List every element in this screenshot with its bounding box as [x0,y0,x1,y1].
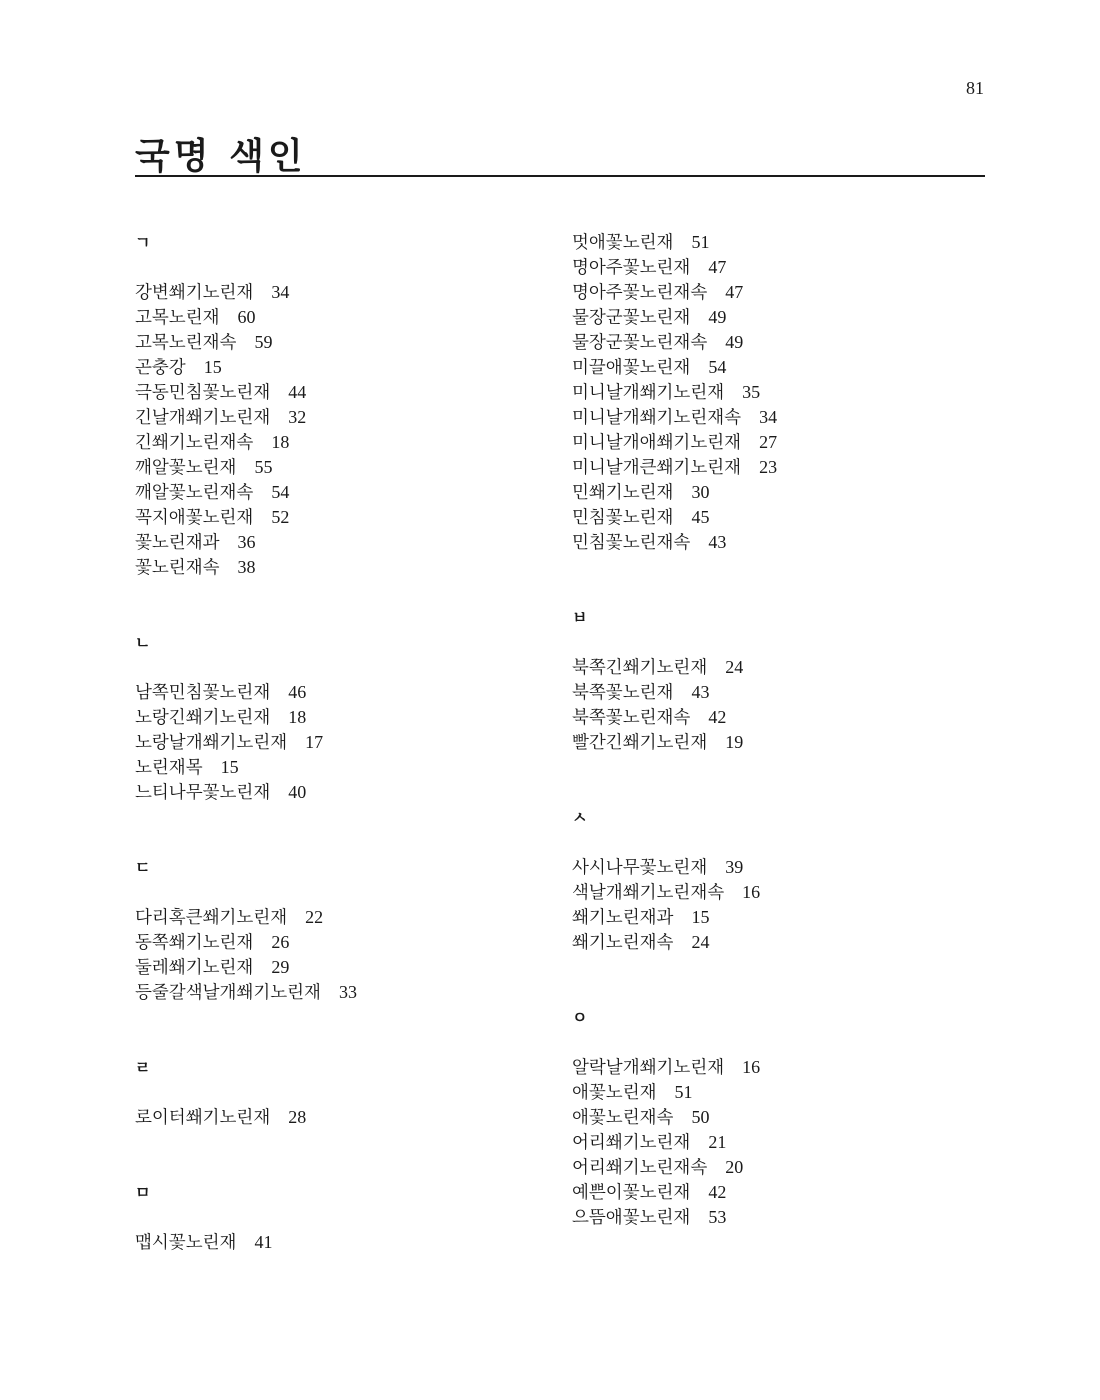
index-entry [572,1105,972,1130]
entry-name: 알락날개쐐기노린재 [572,1058,725,1078]
index-entry [135,730,535,755]
index-entry [135,505,535,530]
section-letter: ㄷ [135,858,151,877]
index-section [135,630,535,805]
index-entry [135,355,535,380]
entry-name: 노랑날개쐐기노린재 [135,733,288,753]
index-entry [572,355,972,380]
entry-page-number: 27 [759,432,778,452]
index-entry [572,930,972,955]
entry-name: 노린재목 [135,758,203,778]
entry-name: 민침꽃노린재 [572,508,674,528]
index-entry [572,480,972,505]
index-entry [572,280,972,305]
entry-name: 남쪽민침꽃노린재 [135,683,271,703]
entry-name: 색날개쐐기노린재속 [572,883,725,903]
index-entry [572,730,972,755]
title-divider [135,175,985,177]
entry-name: 쐐기노린재속 [572,933,674,953]
entry-page-number: 18 [288,707,307,727]
entry-name: 미니날개큰쐐기노린재 [572,458,742,478]
entry-name: 고목노린재속 [135,333,237,353]
index-entry [572,905,972,930]
index-entry [135,380,535,405]
entry-name: 깨알꽃노린재 [135,458,237,478]
index-entry [572,230,972,255]
entry-page-number: 28 [288,1107,307,1127]
index-section [135,1055,535,1130]
index-entry [135,1105,535,1130]
entry-name: 고목노린재 [135,308,220,328]
index-entry [135,280,535,305]
entry-page-number: 54 [271,482,290,502]
index-entry [135,930,535,955]
section-letter: ㅅ [572,808,588,827]
entry-name: 민침꽃노린재속 [572,533,691,553]
entry-name: 꽃노린재속 [135,558,220,578]
entry-name: 꼭지애꽃노린재 [135,508,254,528]
entry-name: 긴날개쐐기노린재 [135,408,271,428]
index-section [572,805,972,955]
entry-page-number: 53 [708,1207,727,1227]
entry-page-number: 22 [305,907,324,927]
entry-name: 깨알꽃노린재속 [135,483,254,503]
entry-page-number: 47 [725,282,744,302]
index-entry [135,755,535,780]
section-letter: ㄹ [135,1058,151,1077]
entry-page-number: 24 [725,657,744,677]
entry-page-number: 55 [254,457,273,477]
page-title: 국명 색인 [135,135,307,177]
entry-page-number: 43 [708,532,727,552]
entry-page-number: 20 [725,1157,744,1177]
index-entry [135,405,535,430]
entry-name: 미니날개쐐기노린재속 [572,408,742,428]
index-entry [572,1130,972,1155]
entry-name: 맵시꽃노린재 [135,1233,237,1253]
entry-name: 등줄갈색날개쐐기노린재 [135,983,321,1003]
entry-page-number: 26 [271,932,290,952]
index-entry [135,905,535,930]
index-section [135,230,535,580]
index-entry [572,680,972,705]
index-column-left [135,230,535,1255]
index-entry [135,780,535,805]
entry-page-number: 59 [254,332,273,352]
entry-name: 미니날개애쐐기노린재 [572,433,742,453]
index-entry [135,680,535,705]
index-entry [572,455,972,480]
entry-name: 북쪽꽃노린재 [572,683,674,703]
entry-page-number: 19 [725,732,744,752]
section-letter: ㅂ [572,608,588,627]
entry-page-number: 41 [254,1232,273,1252]
entry-page-number: 46 [288,682,307,702]
entry-page-number: 30 [691,482,710,502]
entry-name: 북쪽긴쐐기노린재 [572,658,708,678]
section-letter: ㅇ [572,1008,588,1027]
index-entry [135,455,535,480]
entry-page-number: 29 [271,957,290,977]
index-section [135,855,535,1005]
entry-name: 동쪽쐐기노린재 [135,933,254,953]
index-entry [572,330,972,355]
index-column-right [572,230,972,1230]
entry-page-number: 32 [288,407,307,427]
entry-name: 으뜸애꽃노린재 [572,1208,691,1228]
index-entry [572,380,972,405]
entry-name: 애꽃노린재 [572,1083,657,1103]
index-entry [572,305,972,330]
entry-name: 멋애꽃노린재 [572,233,674,253]
index-entry [572,855,972,880]
index-entry [135,430,535,455]
index-entry [572,1080,972,1105]
entry-name: 미니날개쐐기노린재 [572,383,725,403]
entry-name: 미끌애꽃노린재 [572,358,691,378]
entry-name: 느티나무꽃노린재 [135,783,271,803]
index-entry [572,1155,972,1180]
index-entry [135,705,535,730]
entry-page-number: 49 [725,332,744,352]
entry-name: 물장군꽃노린재속 [572,333,708,353]
entry-name: 민쐐기노린재 [572,483,674,503]
entry-page-number: 47 [708,257,727,277]
entry-name: 극동민침꽃노린재 [135,383,271,403]
entry-name: 둘레쐐기노린재 [135,958,254,978]
entry-page-number: 18 [271,432,290,452]
entry-name: 예쁜이꽃노린재 [572,1183,691,1203]
entry-page-number: 33 [338,982,357,1002]
index-entry [135,530,535,555]
entry-page-number: 51 [691,232,710,252]
entry-name: 어리쐐기노린재속 [572,1158,708,1178]
entry-page-number: 35 [742,382,761,402]
entry-name: 다리혹큰쐐기노린재 [135,908,288,928]
entry-page-number: 45 [691,507,710,527]
index-entry [572,255,972,280]
section-letter: ㅁ [135,1183,151,1202]
entry-page-number: 44 [288,382,307,402]
entry-name: 명아주꽃노린재속 [572,283,708,303]
entry-page-number: 15 [691,907,710,927]
entry-name: 노랑긴쐐기노린재 [135,708,271,728]
index-entry [572,430,972,455]
entry-name: 긴쐐기노린재속 [135,433,254,453]
entry-name: 빨간긴쐐기노린재 [572,733,708,753]
entry-page-number: 52 [271,507,290,527]
index-section [572,230,972,555]
entry-page-number: 16 [742,882,761,902]
entry-page-number: 42 [708,1182,727,1202]
entry-page-number: 16 [742,1057,761,1077]
index-entry [135,980,535,1005]
entry-page-number: 15 [220,757,239,777]
index-entry [572,655,972,680]
index-entry [572,880,972,905]
entry-name: 쐐기노린재과 [572,908,674,928]
entry-page-number: 50 [691,1107,710,1127]
entry-page-number: 38 [237,557,256,577]
entry-page-number: 39 [725,857,744,877]
index-entry [135,955,535,980]
entry-page-number: 51 [674,1082,693,1102]
entry-page-number: 60 [237,307,256,327]
page-number: 81 [966,78,984,98]
entry-page-number: 54 [708,357,727,377]
entry-page-number: 15 [203,357,222,377]
entry-page-number: 40 [288,782,307,802]
entry-name: 어리쐐기노린재 [572,1133,691,1153]
entry-name: 사시나무꽃노린재 [572,858,708,878]
entry-page-number: 17 [305,732,324,752]
index-entry [572,530,972,555]
index-entry [572,405,972,430]
entry-page-number: 21 [708,1132,727,1152]
entry-page-number: 49 [708,307,727,327]
entry-page-number: 43 [691,682,710,702]
index-section [572,605,972,755]
entry-page-number: 42 [708,707,727,727]
entry-name: 북쪽꽃노린재속 [572,708,691,728]
entry-name: 로이터쐐기노린재 [135,1108,271,1128]
index-entry [572,705,972,730]
index-entry [135,305,535,330]
section-letter: ㄴ [135,633,151,652]
entry-name: 애꽃노린재속 [572,1108,674,1128]
index-entry [572,1055,972,1080]
index-entry [572,1180,972,1205]
entry-name: 꽃노린재과 [135,533,220,553]
entry-page-number: 36 [237,532,256,552]
entry-page-number: 34 [759,407,778,427]
index-section [135,1180,535,1255]
index-section [572,1005,972,1230]
section-letter: ㄱ [135,233,151,252]
index-entry [572,1205,972,1230]
entry-name: 물장군꽃노린재 [572,308,691,328]
index-entry [135,555,535,580]
entry-name: 곤충강 [135,358,186,378]
entry-page-number: 24 [691,932,710,952]
index-entry [135,330,535,355]
entry-name: 명아주꽃노린재 [572,258,691,278]
entry-page-number: 23 [759,457,778,477]
index-entry [135,1230,535,1255]
index-entry [135,480,535,505]
index-entry [572,505,972,530]
entry-name: 강변쐐기노린재 [135,283,254,303]
entry-page-number: 34 [271,282,290,302]
